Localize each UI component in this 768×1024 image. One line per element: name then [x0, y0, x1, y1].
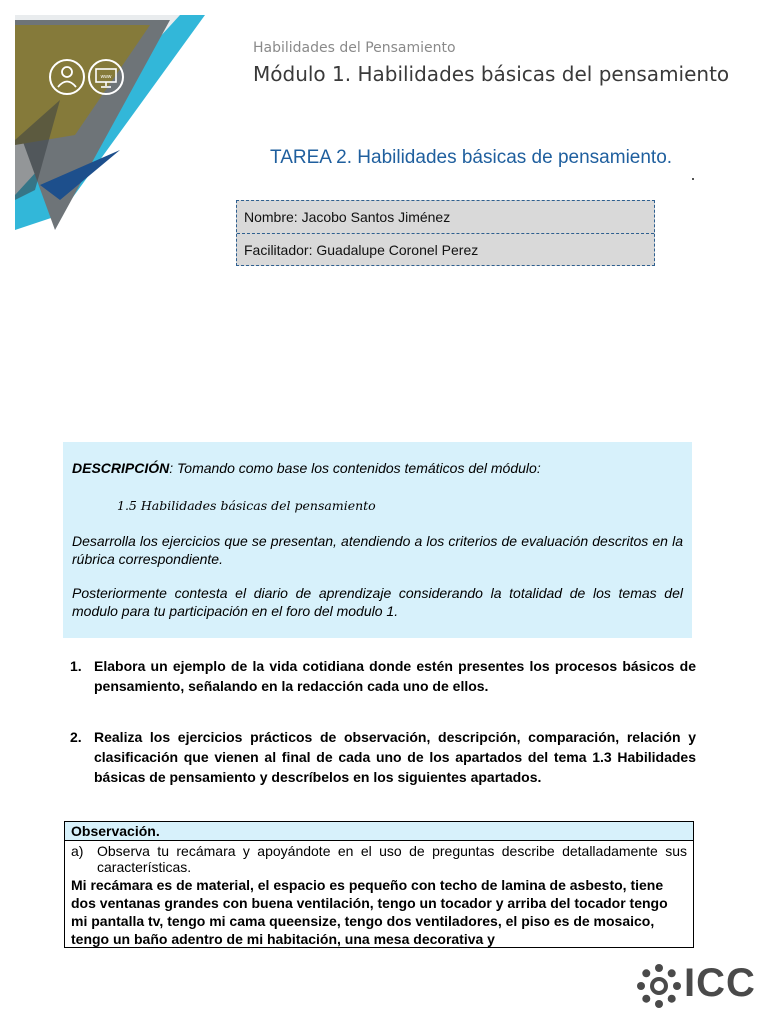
instruction-number: 2. [70, 729, 82, 745]
assignment-title: TAREA 2. Habilidades básicas de pensamiento. [270, 147, 673, 168]
svg-text:www: www [100, 74, 112, 80]
description-topic: 1.5 Habilidades básicas del pensamiento [117, 498, 376, 513]
description-box [63, 442, 692, 638]
instruction-text: Realiza los ejercicios prácticos de observación, descripción, comparación, relación y clasificación que vienen al final de cada uno de los apartados del tema 1.3 Habilidades básicas de pensamiento y descríbelos en los siguientes apartados. [94, 729, 696, 785]
question-label: a) [71, 843, 84, 859]
instruction-text: Elabora un ejemplo de la vida cotidiana donde estén presentes los procesos básicos de pensamiento, señalando en la redacción cada uno de ellos. [94, 658, 696, 694]
stray-dot [692, 178, 694, 180]
icc-ring-icon [636, 963, 682, 1009]
description-paragraph-1: Desarrolla los ejercicios que se presentan, atendiendo a los criterios de evaluación descritos en la rúbrica correspondiente. [72, 533, 683, 567]
question-text: Observa tu recámara y apoyándote en el uso de preguntas describe detalladamente sus características. [97, 843, 687, 875]
observation-table [64, 821, 694, 948]
observation-question [65, 843, 693, 875]
student-info-box [236, 200, 655, 266]
observation-answer: Mi recámara es de material, el espacio es pequeño con techo de lamina de asbesto, tiene dos ventanas grandes con buena ventilación, tengo un tocador y arriba del tocador tengo mi pantalla tv, tengo mi cama queensize, tengo dos ventiladores, el piso es de mosaico, tengo un baño adentro de mi habitación, una mesa decorativa y [71, 877, 668, 947]
icc-logo-text: ICC [684, 961, 756, 1005]
description-intro-text: : Tomando como base los contenidos temáticos del módulo: [169, 460, 541, 476]
instruction-number: 1. [70, 658, 82, 674]
facilitator-name: Facilitador: Guadalupe Coronel Perez [244, 242, 479, 258]
description-label: DESCRIPCIÓN [72, 460, 170, 476]
description-paragraph-2: Posteriormente contesta el diario de aprendizaje considerando la totalidad de los temas del modulo para tu participación en el foro del modulo 1. [72, 585, 683, 619]
course-name: Habilidades del Pensamiento [253, 40, 456, 56]
student-name: Nombre: Jacobo Santos Jiménez [237, 201, 654, 234]
description-intro [72, 459, 683, 477]
observation-heading: Observación. [65, 822, 693, 841]
instruction-item [70, 656, 696, 696]
instruction-item [70, 727, 696, 787]
module-title: Módulo 1. Habilidades básicas del pensamiento [253, 62, 730, 86]
header-banner-graphic [0, 0, 215, 240]
